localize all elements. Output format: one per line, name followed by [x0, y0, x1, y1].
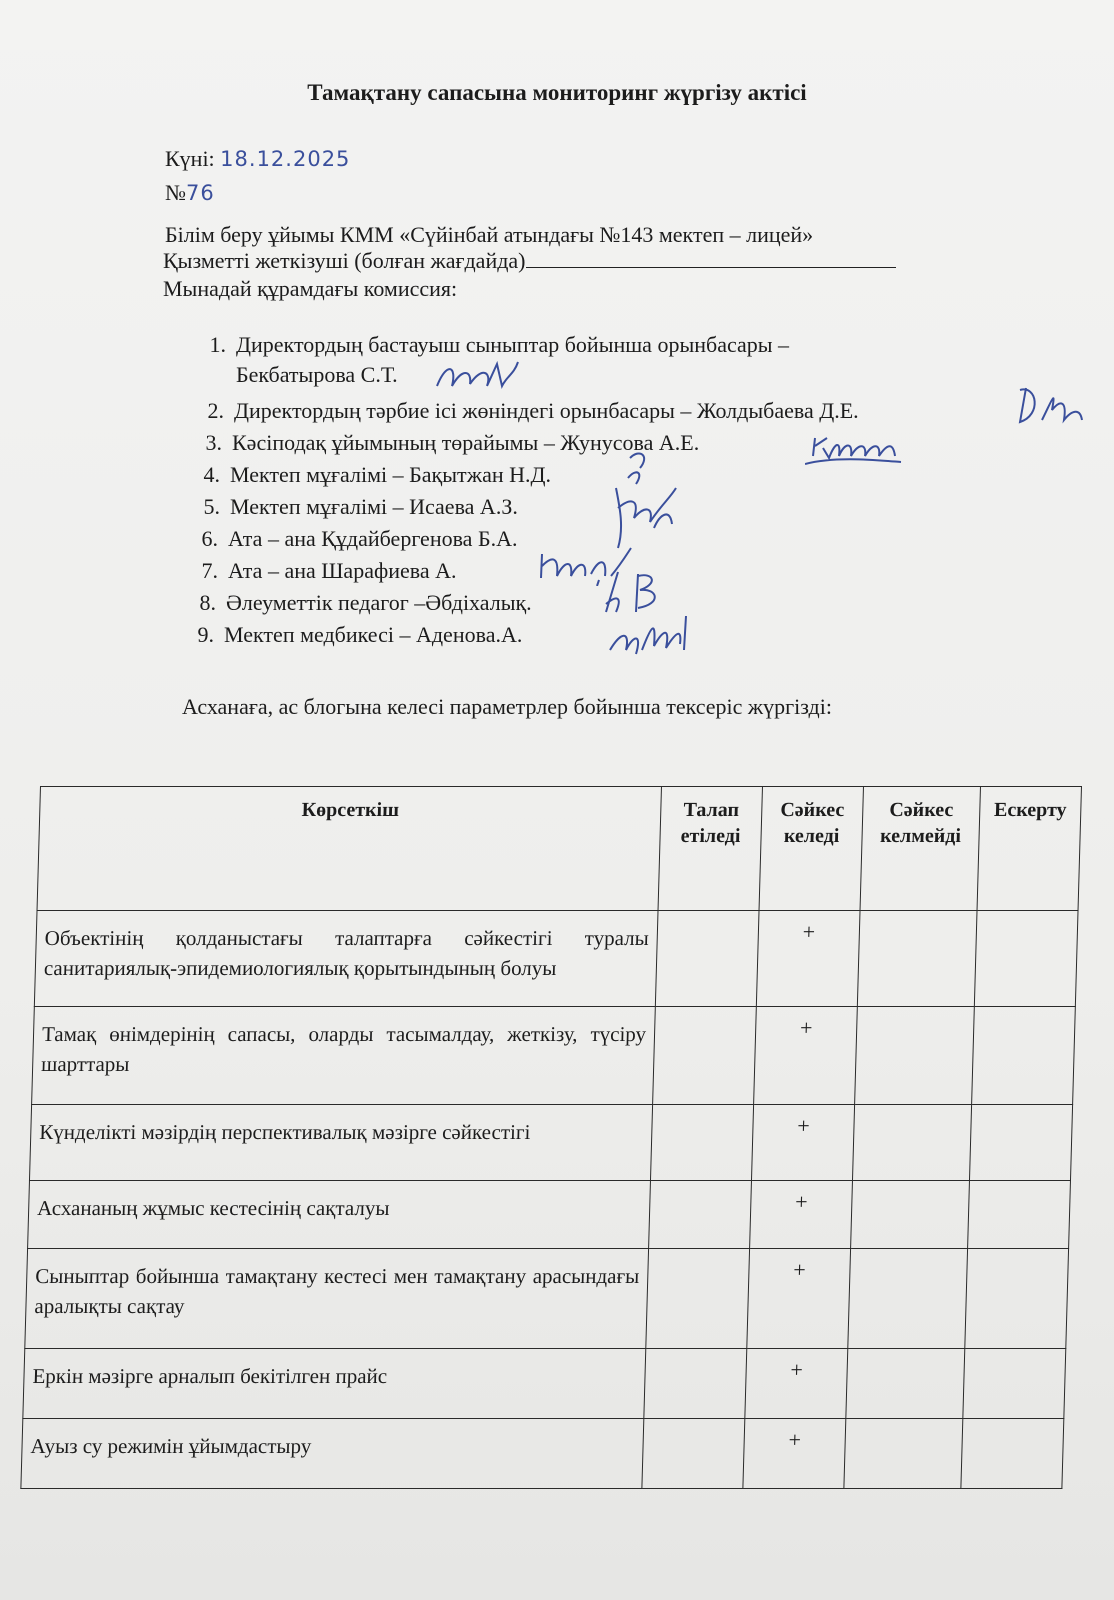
table-row — [29, 1105, 1072, 1181]
member-number: 9. — [197, 622, 214, 647]
nomatch-cell — [848, 1249, 968, 1349]
nomatch-cell — [852, 1105, 971, 1181]
indicator-cell: Сыныптар бойынша тамақтану кестесі мен тамақтану арасындағы аралықты сақтау — [25, 1249, 649, 1349]
table-row — [32, 1007, 1076, 1105]
required-cell — [653, 1007, 757, 1105]
member-text: Директордың тәрбие ісі жөніндегі орынбасары – Жолдыбаева Д.Е. — [234, 398, 859, 423]
indicator-cell: Ауыз су режимін ұйымдастыру — [21, 1419, 644, 1489]
member-8 — [178, 590, 532, 616]
match-cell: + — [747, 1249, 851, 1349]
signature-8 — [598, 568, 688, 616]
member-text: Ата – ана Құдайбергенова Б.А. — [228, 526, 518, 551]
table-row — [28, 1181, 1071, 1249]
note-cell — [972, 1007, 1076, 1105]
member-text: Әлеуметтік педагог –Әбдіхалық. — [226, 590, 532, 615]
nomatch-cell — [851, 1181, 970, 1249]
document-title: Тамақтану сапасына мониторинг жүргізу актісі — [307, 80, 807, 105]
supplier-line — [163, 248, 896, 274]
header-note: Ескерту — [977, 787, 1081, 911]
table-header-row — [37, 787, 1081, 911]
match-cell: + — [745, 1349, 848, 1419]
member-6 — [180, 526, 517, 552]
member-number: 4. — [203, 462, 220, 487]
date-value: 18.12.2025 — [220, 147, 351, 171]
organization-line: Білім беру ұйымы КММ «Сүйінбай атындағы №143 мектеп – лицей» — [165, 222, 814, 247]
match-cell: + — [754, 1007, 858, 1105]
number-label: № — [165, 180, 186, 205]
table-row — [21, 1419, 1064, 1489]
member-5 — [182, 494, 518, 520]
header-match: Сәйкес келеді — [759, 787, 863, 911]
nomatch-cell — [846, 1349, 965, 1419]
member-4 — [182, 462, 551, 488]
signature-3 — [805, 426, 905, 471]
required-cell — [646, 1249, 750, 1349]
member-text: Мектеп медбикесі – Аденова.А. — [224, 622, 523, 647]
indicator-cell: Еркін мәзірге арналып бекітілген прайс — [23, 1349, 646, 1419]
indicator-cell: Асхананың жұмыс кестесінің сақталуы — [28, 1181, 651, 1249]
note-cell — [968, 1181, 1071, 1249]
match-cell: + — [750, 1181, 853, 1249]
inspection-intro: Асханаға, ас блогына келесі параметрлер бойынша тексеріс жүргізді: — [182, 694, 832, 719]
header-nomatch: Сәйкес келмейді — [860, 787, 980, 911]
indicator-cell: Объектінің қолданыстағы талаптарға сәйкестігі туралы санитариялық-эпидемиологиялық қорытындының болуы — [34, 911, 658, 1007]
member-text: Мектеп мұғалімі – Бақытжан Н.Д. — [230, 462, 551, 487]
member-number: 3. — [205, 430, 222, 455]
table-row — [23, 1349, 1066, 1419]
required-cell — [655, 911, 759, 1007]
supplier-label: Қызметті жеткізуші (болған жағдайда) — [163, 248, 526, 273]
supplier-blank — [526, 249, 896, 268]
nomatch-cell — [844, 1419, 963, 1489]
note-cell — [963, 1349, 1066, 1419]
member-number: 2. — [207, 398, 224, 423]
match-cell: + — [756, 911, 860, 1007]
match-cell: + — [751, 1105, 854, 1181]
commission-label: Мынадай құрамдағы комиссия: — [163, 276, 458, 301]
signature-2 — [1012, 380, 1092, 430]
member-text: Мектеп мұғалімі – Исаева А.З. — [230, 494, 518, 519]
number-line — [165, 180, 215, 206]
note-cell — [961, 1419, 1064, 1489]
header-indicator: Көрсеткіш — [37, 787, 661, 911]
nomatch-cell — [857, 911, 977, 1007]
member-text: Ата – ана Шарафиева А. — [228, 558, 457, 583]
member-1-name — [188, 362, 398, 388]
member-9 — [176, 622, 522, 648]
note-cell — [965, 1249, 1069, 1349]
note-cell — [969, 1105, 1072, 1181]
header-required: Талап етіледі — [658, 787, 762, 911]
member-number: 8. — [199, 590, 216, 615]
required-cell — [644, 1349, 747, 1419]
signature-1 — [432, 356, 522, 396]
indicator-cell: Күнделікті мәзірдің перспективалық мәзірге сәйкестігі — [29, 1105, 652, 1181]
inspection-table — [20, 786, 1082, 1489]
member-7 — [180, 558, 457, 584]
member-number: 7. — [201, 558, 218, 583]
date-label: Күні: — [165, 146, 215, 171]
member-text: Бекбатырова С.Т. — [236, 362, 398, 387]
member-number: 1. — [209, 332, 226, 357]
required-cell — [642, 1419, 745, 1489]
number-value: 76 — [186, 181, 215, 205]
nomatch-cell — [855, 1007, 975, 1105]
member-text: Директордың бастауыш сыныптар бойынша орынбасары – — [236, 332, 790, 357]
date-line — [165, 146, 350, 172]
note-cell — [974, 911, 1078, 1007]
member-text: Кәсіподақ ұйымының төрайымы – Жунусова А.Е. — [232, 430, 700, 455]
required-cell — [650, 1105, 753, 1181]
signature-4 — [610, 448, 690, 558]
table-row — [34, 911, 1078, 1007]
member-number: 6. — [201, 526, 218, 551]
signature-9 — [606, 610, 696, 658]
indicator-cell: Тамақ өнімдерінің сапасы, оларды тасымалдау, жеткізу, түсіру шарттары — [32, 1007, 656, 1105]
member-number: 5. — [203, 494, 220, 519]
table-row — [25, 1249, 1069, 1349]
member-1 — [188, 332, 789, 358]
member-2 — [186, 398, 859, 424]
required-cell — [649, 1181, 752, 1249]
match-cell: + — [743, 1419, 846, 1489]
